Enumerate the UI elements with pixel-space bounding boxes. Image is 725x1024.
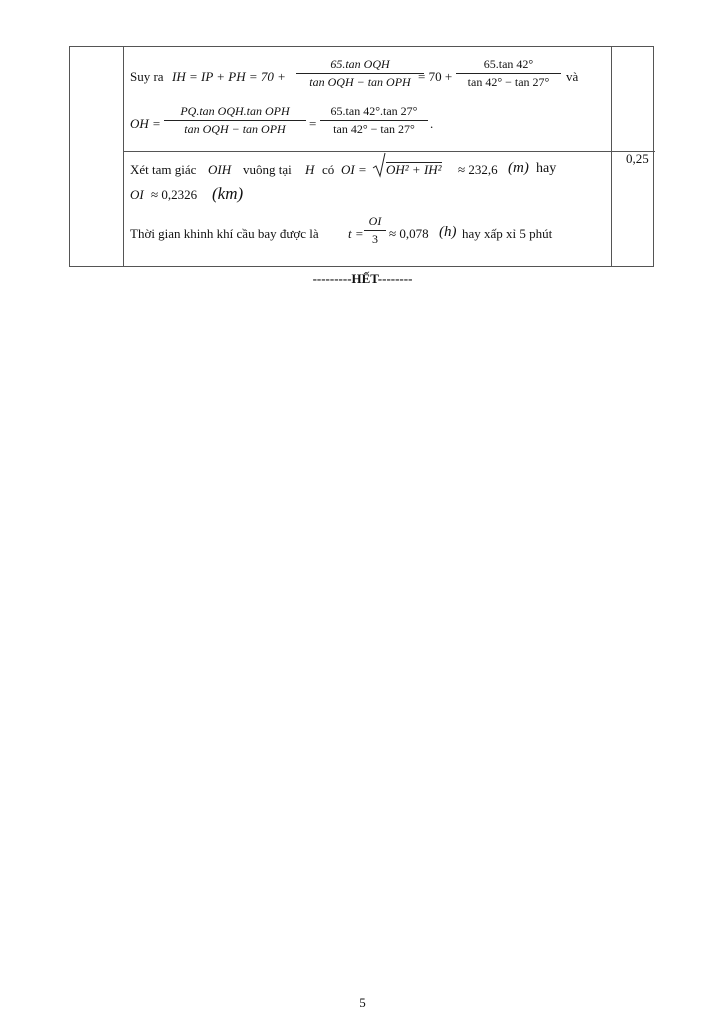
fraction-5 [364, 214, 386, 247]
page-number: 5 [359, 995, 366, 1010]
line2-value: ≈ 0,2326 [151, 187, 198, 202]
sqrt-content: OH² + IH² [386, 162, 442, 177]
fraction-4-denominator: tan 42° − tan 27° [333, 122, 415, 136]
unit-meter: (m) [508, 160, 529, 176]
fraction-1-denominator: tan OQH − tan OPH [309, 75, 411, 89]
triangle-oih: OIH [208, 162, 232, 177]
unit-km: (km) [212, 184, 244, 203]
vertex-h: H [305, 162, 315, 177]
sqrt-sign-icon [372, 152, 386, 178]
fraction-5-denominator: 3 [372, 232, 378, 246]
approx-value-2: ≈ 0,078 [389, 226, 429, 241]
column-divider [611, 47, 612, 266]
fraction-4 [320, 104, 428, 137]
fraction-1-numerator: 65.tan OQH [296, 57, 424, 74]
fraction-2-denominator: tan 42° − tan 27° [467, 75, 550, 89]
end-marker: ---------HẾT-------- [312, 271, 413, 286]
fraction-3-denominator: tan OQH − tan OPH [184, 122, 286, 136]
fraction-1 [296, 57, 424, 90]
line1-text-b: vuông tại [243, 162, 292, 177]
line3-text-b: hay xấp xỉ 5 phút [462, 226, 553, 241]
column-divider [123, 47, 124, 266]
score-cell: 0,25 [626, 151, 649, 166]
va-connector: và [566, 69, 579, 84]
hay-connector-1: hay [536, 161, 557, 176]
line3-text-a: Thời gian khinh khí cầu bay được là [130, 226, 319, 241]
oh-lhs: OH = [130, 116, 161, 131]
fraction-3-numerator: PQ.tan OQH.tan OPH [164, 104, 306, 121]
line2-oi: OI [130, 187, 144, 202]
suy-ra-label: Suy ra [130, 69, 164, 84]
equals-sign: = [309, 116, 317, 131]
line1-text-a: Xét tam giác [130, 162, 197, 177]
row-divider [123, 151, 655, 152]
oi-equals: OI = [341, 162, 367, 177]
approx-value-1: ≈ 232,6 [458, 162, 498, 177]
period: . [430, 116, 434, 131]
t-equals: t = [348, 226, 364, 241]
line1-text-c: có [322, 162, 335, 177]
fraction-3 [164, 104, 306, 137]
fraction-5-numerator: OI [364, 214, 386, 231]
unit-hour: (h) [439, 224, 457, 240]
fraction-2 [456, 57, 561, 90]
fraction-4-numerator: 65.tan 42°.tan 27° [320, 104, 428, 121]
equals-70: = 70 + [418, 69, 453, 84]
ih-expression: IH = IP + PH = 70 + [172, 69, 286, 84]
fraction-2-numerator: 65.tan 42° [456, 57, 561, 74]
